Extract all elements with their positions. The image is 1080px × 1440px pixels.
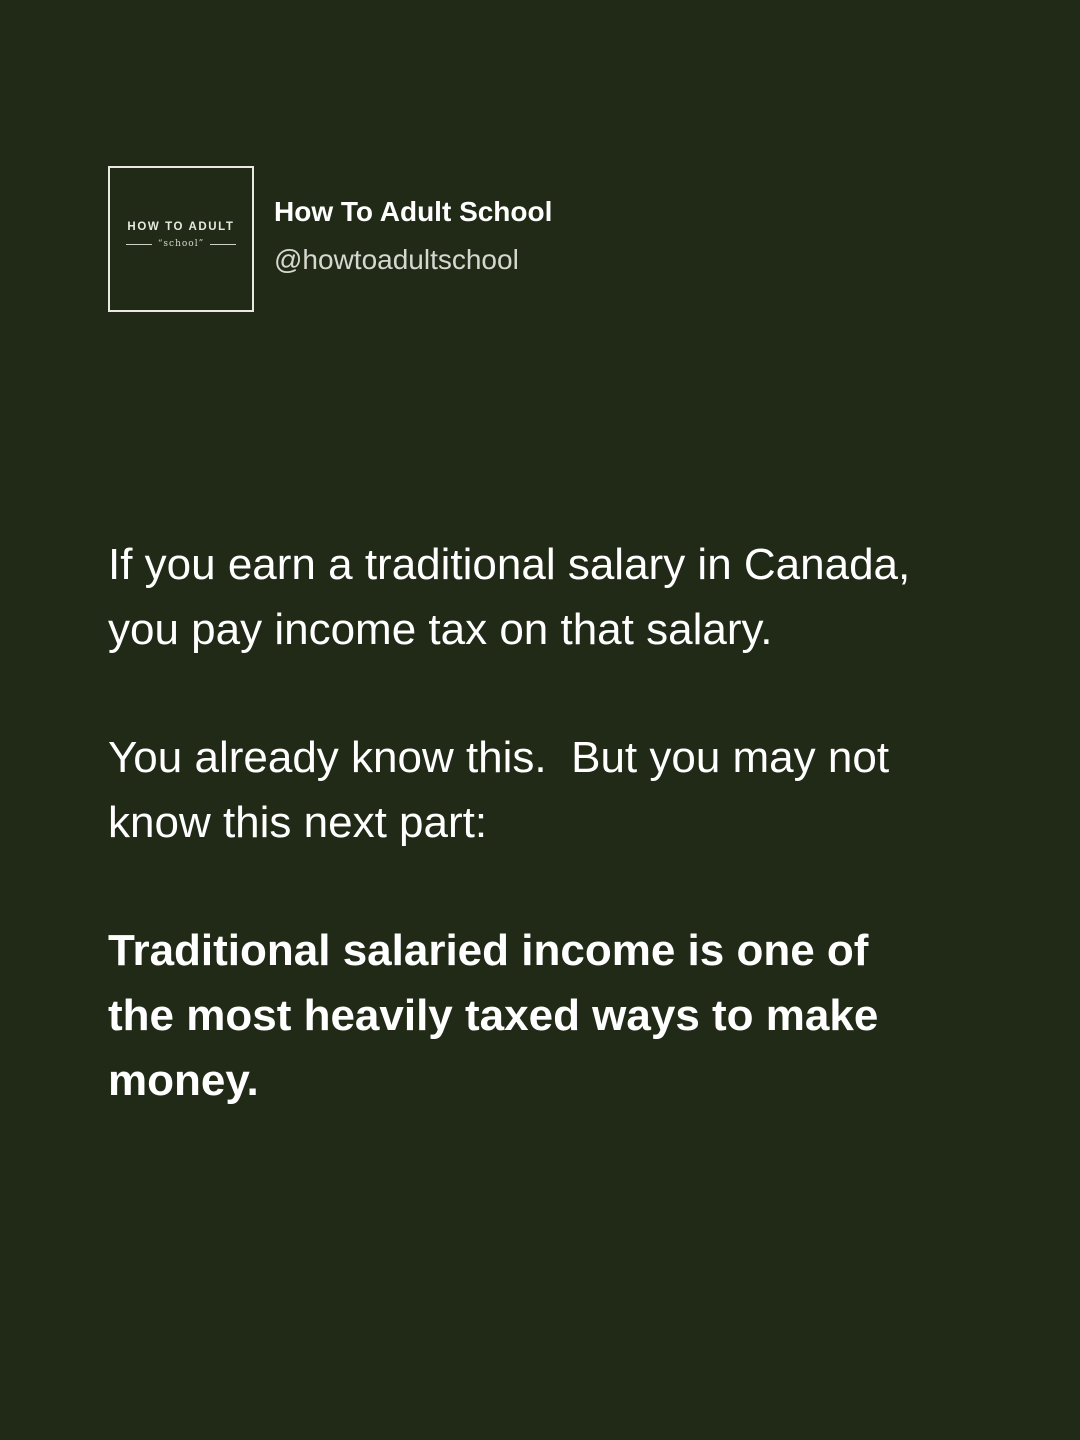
post-body: [108, 532, 1008, 1176]
logo-wordmark: HOW TO ADULT: [127, 221, 235, 233]
brand-logo[interactable]: [108, 166, 254, 312]
post-header: [108, 166, 552, 312]
logo-subtext: “school”: [157, 239, 205, 249]
paragraph-3-emphasis: Traditional salaried income is one of the most heavily taxed ways to make money.: [108, 926, 879, 1105]
logo-rule-right: [210, 244, 236, 245]
paragraph-2: You already know this. But you may not know this next part:: [108, 733, 890, 847]
logo-rule-left: [126, 244, 152, 245]
paragraph-1: If you earn a traditional salary in Canada, you pay income tax on that salary.: [108, 540, 911, 654]
logo-subline: [126, 239, 236, 249]
account-handle[interactable]: @howtoadultschool: [274, 244, 519, 275]
account-name[interactable]: How To Adult School: [274, 196, 553, 227]
account-info: [274, 198, 552, 274]
